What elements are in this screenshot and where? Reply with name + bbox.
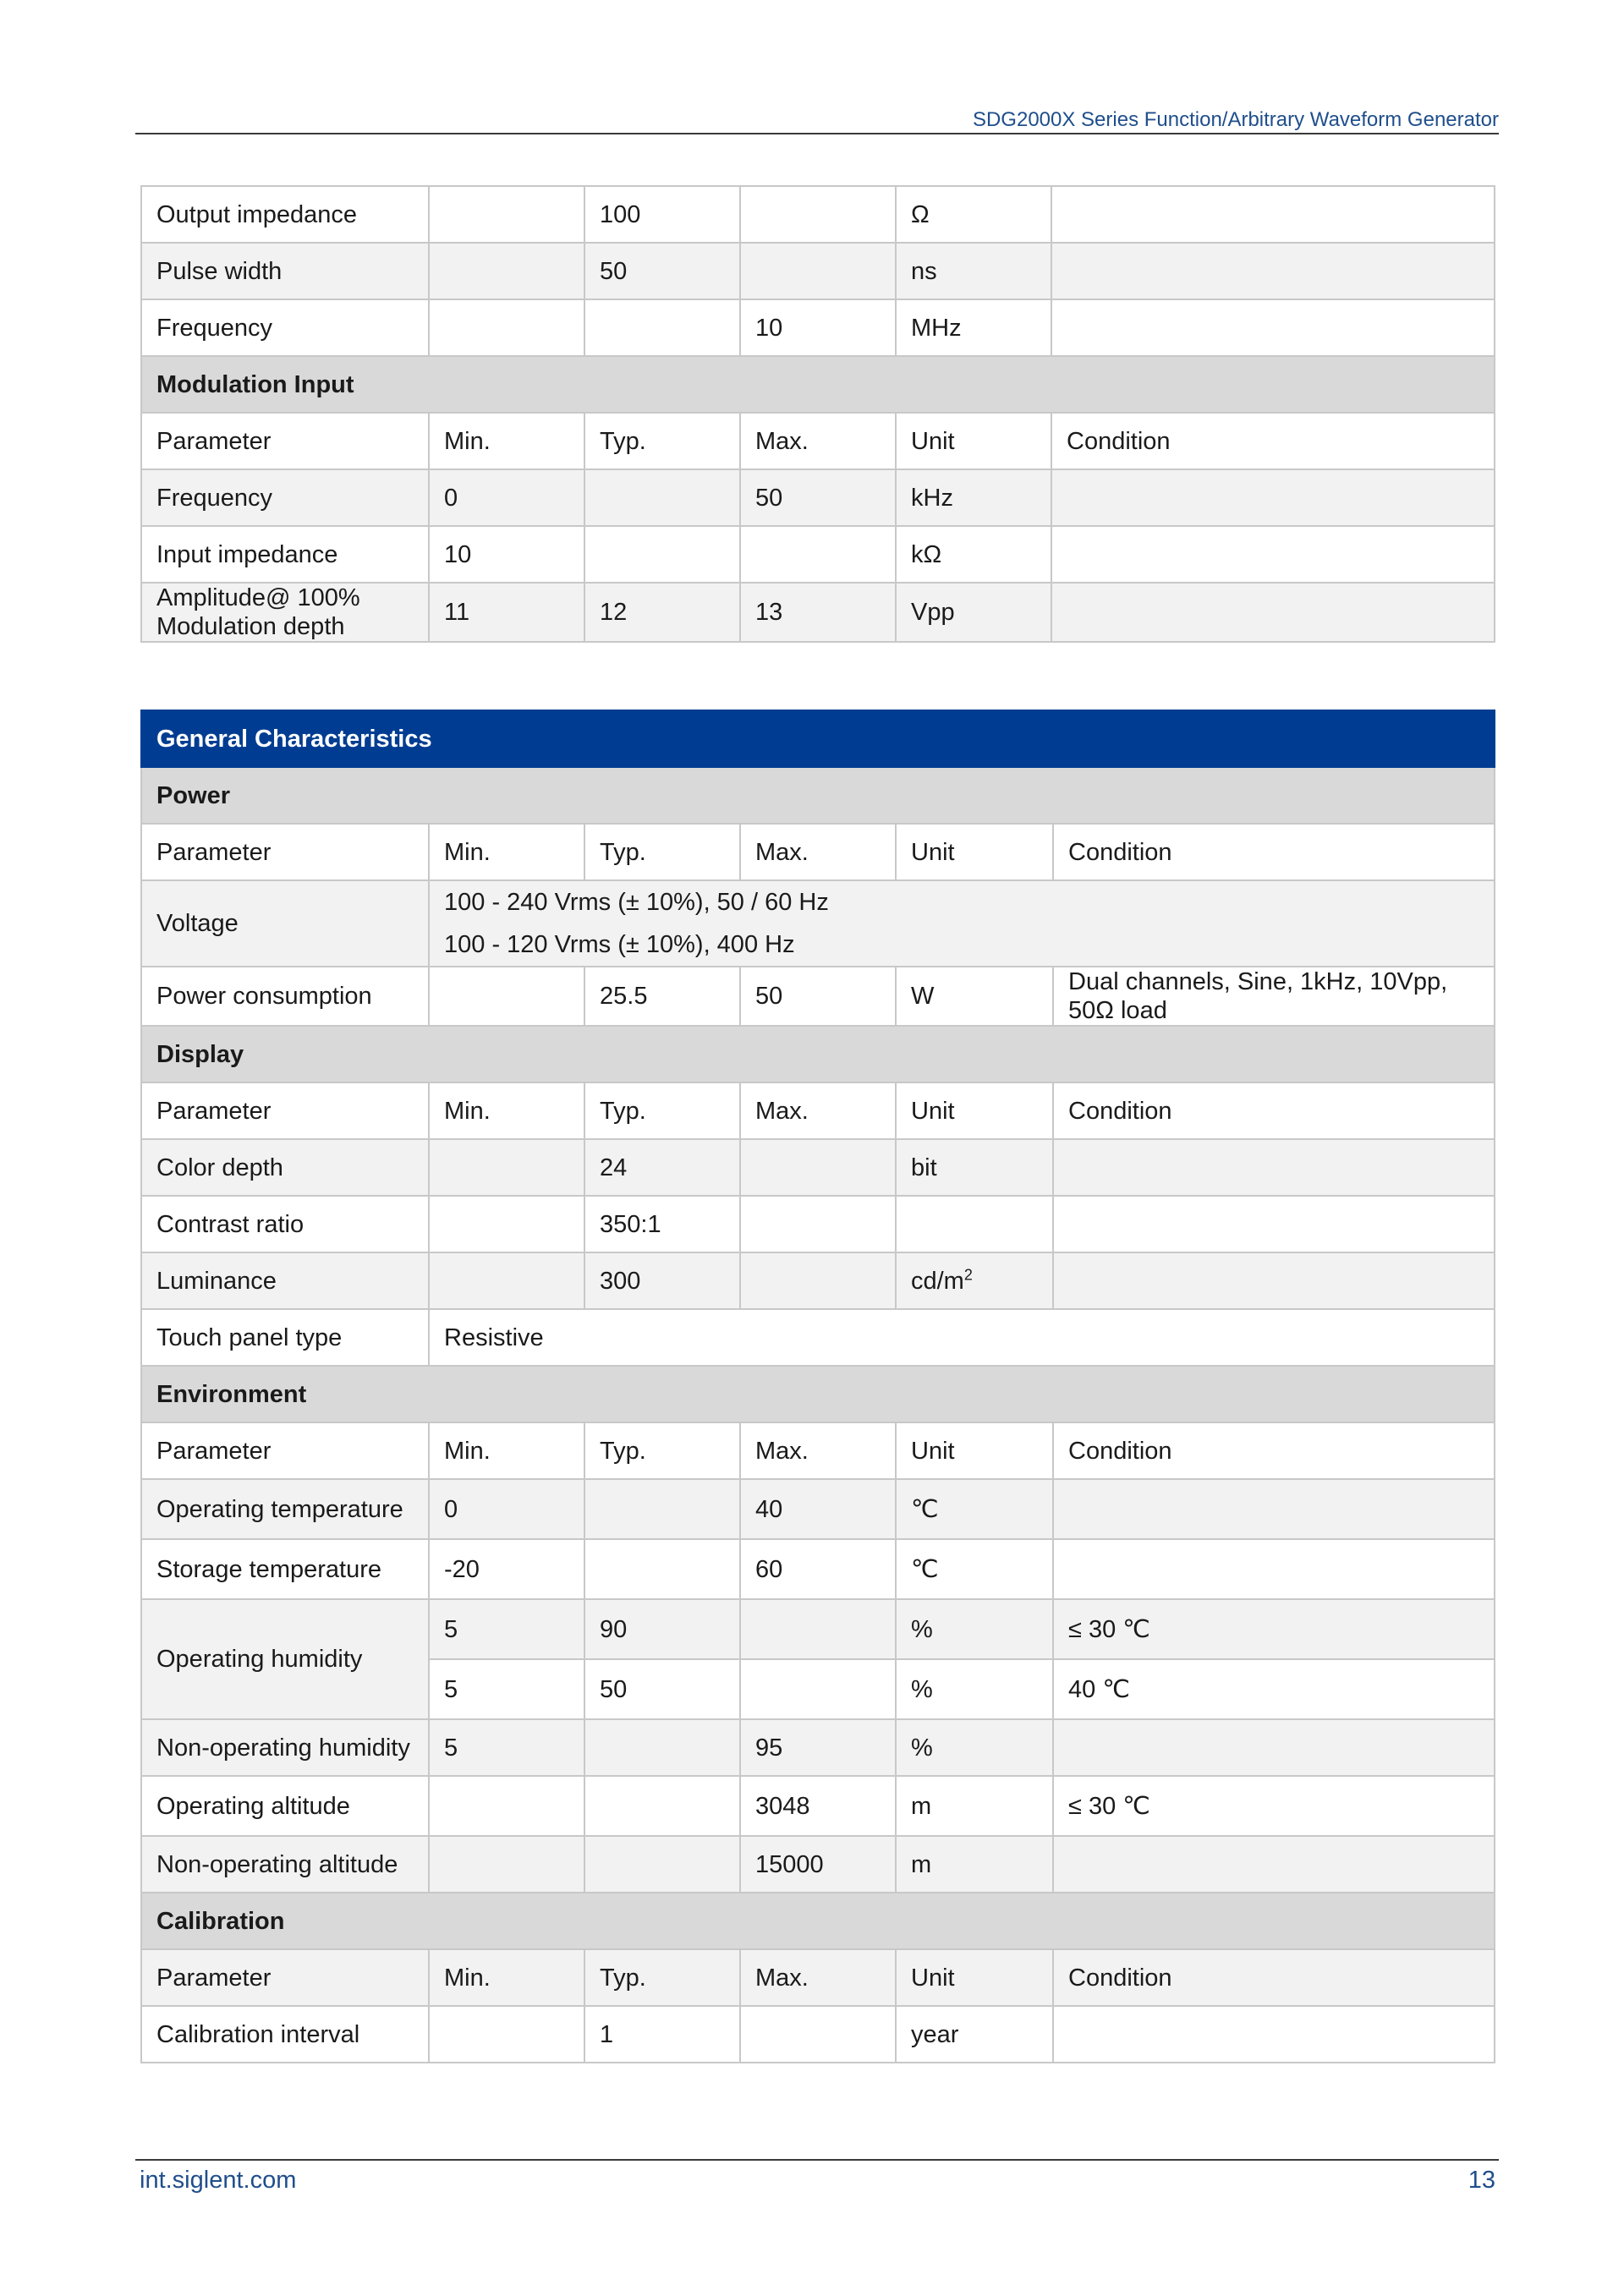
max-cell xyxy=(740,2006,896,2063)
column-header: Typ. xyxy=(584,413,740,469)
table-row xyxy=(141,583,1495,642)
min-cell: 5 xyxy=(429,1719,584,1776)
column-header-row xyxy=(141,1422,1495,1479)
typ-cell: 12 xyxy=(584,583,740,642)
unit-cell: year xyxy=(896,2006,1053,2063)
table-row xyxy=(141,469,1495,526)
condition-cell xyxy=(1053,1196,1495,1252)
param-cell: Operating temperature xyxy=(141,1479,429,1539)
table-row xyxy=(141,243,1495,299)
param-cell: Color depth xyxy=(141,1139,429,1196)
column-header: Condition xyxy=(1053,1422,1495,1479)
max-cell xyxy=(740,1659,896,1719)
condition-cell xyxy=(1053,1836,1495,1893)
column-header: Unit xyxy=(896,1949,1053,2006)
condition-cell xyxy=(1051,583,1495,642)
column-header: Typ. xyxy=(584,824,740,880)
voltage-line: 100 - 240 Vrms (± 10%), 50 / 60 Hz xyxy=(444,889,829,916)
column-header: Parameter xyxy=(141,1422,429,1479)
column-header: Unit xyxy=(896,1422,1053,1479)
unit-cell: % xyxy=(896,1659,1053,1719)
table-row xyxy=(141,1196,1495,1252)
typ-cell xyxy=(584,1836,740,1893)
column-header: Min. xyxy=(429,413,584,469)
max-cell: 60 xyxy=(740,1539,896,1599)
table-row xyxy=(141,2006,1495,2063)
max-cell xyxy=(740,1599,896,1659)
param-cell: Non-operating altitude xyxy=(141,1836,429,1893)
column-header: Parameter xyxy=(141,1082,429,1139)
min-cell xyxy=(429,1836,584,1893)
param-cell: Output impedance xyxy=(141,186,429,243)
column-header-row xyxy=(141,1949,1495,2006)
section-title-display: Display xyxy=(141,1026,1495,1082)
column-header: Min. xyxy=(429,1082,584,1139)
max-cell: 15000 xyxy=(740,1836,896,1893)
typ-cell: 300 xyxy=(584,1252,740,1309)
column-header: Condition xyxy=(1053,824,1495,880)
table-row xyxy=(141,1719,1495,1776)
min-cell xyxy=(429,967,584,1026)
unit-cell: kHz xyxy=(896,469,1051,526)
unit-cell: bit xyxy=(896,1139,1053,1196)
table-row xyxy=(141,1479,1495,1539)
min-cell: 11 xyxy=(429,583,584,642)
max-cell xyxy=(740,186,896,243)
column-header: Parameter xyxy=(141,413,429,469)
condition-cell xyxy=(1053,1479,1495,1539)
unit-cell: m xyxy=(896,1776,1053,1836)
table-row xyxy=(141,1776,1495,1836)
table-row xyxy=(141,526,1495,583)
column-header: Unit xyxy=(896,1082,1053,1139)
spec-table-modulation xyxy=(140,185,1495,643)
column-header: Min. xyxy=(429,1949,584,2006)
column-header: Max. xyxy=(740,1422,896,1479)
condition-line: 50Ω load xyxy=(1068,997,1167,1024)
column-header: Unit xyxy=(896,413,1051,469)
min-cell xyxy=(429,1252,584,1309)
typ-cell xyxy=(584,299,740,356)
max-cell xyxy=(740,1139,896,1196)
value-cell: Resistive xyxy=(429,1309,1495,1366)
unit-cell: W xyxy=(896,967,1053,1026)
table-row xyxy=(141,1539,1495,1599)
unit-cell: ℃ xyxy=(896,1539,1053,1599)
min-cell xyxy=(429,1776,584,1836)
table-row xyxy=(141,1599,1495,1659)
param-cell: Frequency xyxy=(141,299,429,356)
voltage-line: 100 - 120 Vrms (± 10%), 400 Hz xyxy=(444,931,795,958)
page-number: 13 xyxy=(1468,2167,1495,2194)
typ-cell xyxy=(584,469,740,526)
min-cell xyxy=(429,243,584,299)
section-title-calibration: Calibration xyxy=(141,1893,1495,1949)
min-cell xyxy=(429,186,584,243)
condition-cell xyxy=(1051,526,1495,583)
section-heading-row xyxy=(141,356,1495,413)
condition-cell: ≤ 30 ℃ xyxy=(1053,1776,1495,1836)
column-header: Condition xyxy=(1053,1949,1495,2006)
voltage-value-cell xyxy=(429,880,1495,967)
footer-rule xyxy=(135,2159,1499,2161)
max-cell: 50 xyxy=(740,469,896,526)
table-row xyxy=(141,1836,1495,1893)
param-cell: Contrast ratio xyxy=(141,1196,429,1252)
column-header-row xyxy=(141,824,1495,880)
column-header: Typ. xyxy=(584,1082,740,1139)
unit-base: cd/m xyxy=(911,1267,964,1295)
table-row xyxy=(141,186,1495,243)
column-header: Condition xyxy=(1053,1082,1495,1139)
unit-cell: m xyxy=(896,1836,1053,1893)
min-cell xyxy=(429,2006,584,2063)
typ-cell: 100 xyxy=(584,186,740,243)
typ-cell xyxy=(584,526,740,583)
typ-cell: 50 xyxy=(584,1659,740,1719)
column-header: Min. xyxy=(429,824,584,880)
main-heading-row xyxy=(141,710,1495,767)
param-label-line: Amplitude@ 100% xyxy=(156,584,360,611)
column-header: Max. xyxy=(740,1082,896,1139)
param-cell: Luminance xyxy=(141,1252,429,1309)
typ-cell xyxy=(584,1539,740,1599)
column-header: Min. xyxy=(429,1422,584,1479)
condition-cell xyxy=(1053,1252,1495,1309)
condition-cell xyxy=(1051,299,1495,356)
param-cell xyxy=(141,583,429,642)
param-cell: Operating humidity xyxy=(141,1599,429,1719)
column-header-row xyxy=(141,413,1495,469)
table-row xyxy=(141,1139,1495,1196)
condition-cell xyxy=(1053,1719,1495,1776)
column-header: Condition xyxy=(1051,413,1495,469)
unit-cell: Ω xyxy=(896,186,1051,243)
condition-cell xyxy=(1053,1139,1495,1196)
table-row xyxy=(141,299,1495,356)
max-cell xyxy=(740,1196,896,1252)
param-cell: Frequency xyxy=(141,469,429,526)
param-cell: Power consumption xyxy=(141,967,429,1026)
param-cell: Touch panel type xyxy=(141,1309,429,1366)
typ-cell: 24 xyxy=(584,1139,740,1196)
column-header: Parameter xyxy=(141,824,429,880)
condition-line: Dual channels, Sine, 1kHz, 10Vpp, xyxy=(1068,968,1448,995)
max-cell: 13 xyxy=(740,583,896,642)
column-header: Max. xyxy=(740,824,896,880)
section-heading-row xyxy=(141,1366,1495,1422)
section-title-modulation-input: Modulation Input xyxy=(141,356,1495,413)
max-cell: 10 xyxy=(740,299,896,356)
condition-cell xyxy=(1051,186,1495,243)
max-cell xyxy=(740,1252,896,1309)
unit-cell xyxy=(896,1252,1053,1309)
section-title-power: Power xyxy=(141,767,1495,824)
max-cell: 40 xyxy=(740,1479,896,1539)
param-label-line: Modulation depth xyxy=(156,613,345,640)
min-cell xyxy=(429,1139,584,1196)
condition-cell xyxy=(1053,2006,1495,2063)
min-cell: 0 xyxy=(429,1479,584,1539)
max-cell xyxy=(740,243,896,299)
param-cell: Operating altitude xyxy=(141,1776,429,1836)
typ-cell: 90 xyxy=(584,1599,740,1659)
typ-cell: 50 xyxy=(584,243,740,299)
typ-cell xyxy=(584,1719,740,1776)
unit-cell: MHz xyxy=(896,299,1051,356)
column-header: Unit xyxy=(896,824,1053,880)
condition-cell xyxy=(1053,1539,1495,1599)
typ-cell: 1 xyxy=(584,2006,740,2063)
unit-cell: Vpp xyxy=(896,583,1051,642)
section-heading-row xyxy=(141,1893,1495,1949)
max-cell: 3048 xyxy=(740,1776,896,1836)
typ-cell xyxy=(584,1776,740,1836)
section-heading-row xyxy=(141,767,1495,824)
column-header: Typ. xyxy=(584,1949,740,2006)
table-row xyxy=(141,1252,1495,1309)
table-row xyxy=(141,1309,1495,1366)
column-header-row xyxy=(141,1082,1495,1139)
column-header: Typ. xyxy=(584,1422,740,1479)
param-cell: Calibration interval xyxy=(141,2006,429,2063)
max-cell: 50 xyxy=(740,967,896,1026)
section-heading-row xyxy=(141,1026,1495,1082)
unit-cell: % xyxy=(896,1599,1053,1659)
unit-cell xyxy=(896,1196,1053,1252)
footer-website-link[interactable]: int.siglent.com xyxy=(140,2167,297,2194)
max-cell: 95 xyxy=(740,1719,896,1776)
min-cell: 5 xyxy=(429,1599,584,1659)
header-rule xyxy=(135,133,1499,134)
unit-superscript: 2 xyxy=(963,1265,973,1283)
typ-cell: 350:1 xyxy=(584,1196,740,1252)
document-header-title: SDG2000X Series Function/Arbitrary Waveform Generator xyxy=(972,108,1499,131)
condition-cell xyxy=(1051,243,1495,299)
unit-cell: ℃ xyxy=(896,1479,1053,1539)
section-title-general: General Characteristics xyxy=(141,710,1495,767)
unit-cell: % xyxy=(896,1719,1053,1776)
condition-cell: ≤ 30 ℃ xyxy=(1053,1599,1495,1659)
param-cell: Non-operating humidity xyxy=(141,1719,429,1776)
table-row xyxy=(141,967,1495,1026)
condition-cell: 40 ℃ xyxy=(1053,1659,1495,1719)
section-title-environment: Environment xyxy=(141,1366,1495,1422)
min-cell: 10 xyxy=(429,526,584,583)
param-cell: Input impedance xyxy=(141,526,429,583)
column-header: Parameter xyxy=(141,1949,429,2006)
column-header: Max. xyxy=(740,413,896,469)
condition-cell xyxy=(1051,469,1495,526)
unit-cell: kΩ xyxy=(896,526,1051,583)
condition-cell xyxy=(1053,967,1495,1026)
min-cell xyxy=(429,299,584,356)
column-header: Max. xyxy=(740,1949,896,2006)
min-cell: 0 xyxy=(429,469,584,526)
unit-cell: ns xyxy=(896,243,1051,299)
min-cell: -20 xyxy=(429,1539,584,1599)
typ-cell xyxy=(584,1479,740,1539)
spec-table-general xyxy=(140,710,1495,2063)
min-cell xyxy=(429,1196,584,1252)
param-cell: Pulse width xyxy=(141,243,429,299)
min-cell: 5 xyxy=(429,1659,584,1719)
max-cell xyxy=(740,526,896,583)
typ-cell: 25.5 xyxy=(584,967,740,1026)
param-cell: Voltage xyxy=(141,880,429,967)
param-cell: Storage temperature xyxy=(141,1539,429,1599)
table-row xyxy=(141,880,1495,967)
